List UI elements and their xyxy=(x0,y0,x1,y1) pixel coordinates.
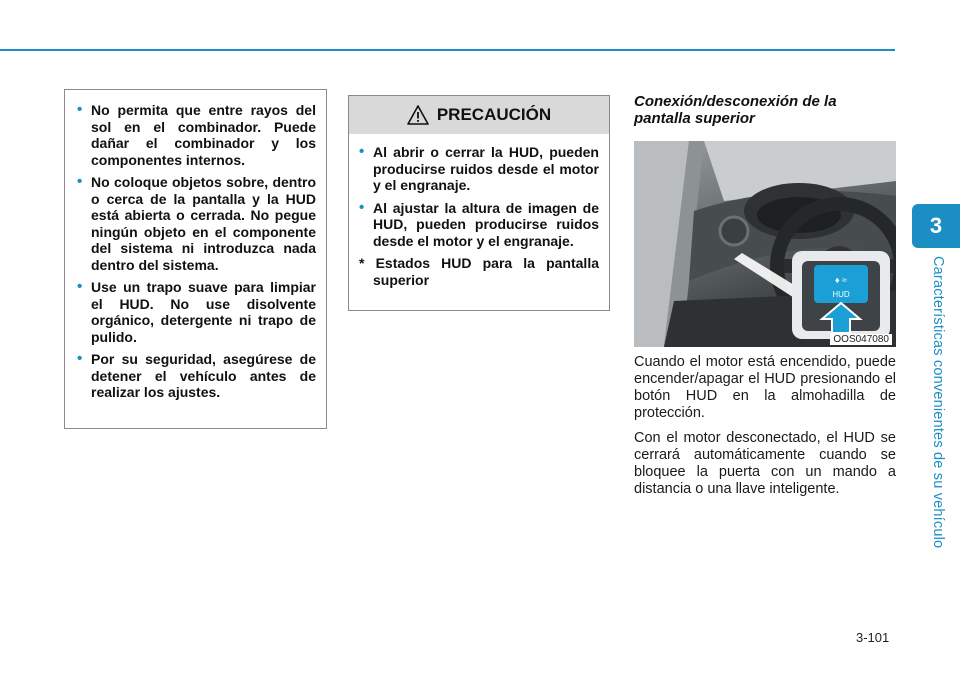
caution-box xyxy=(348,95,610,311)
chapter-title: Características convenientes de su vehículo xyxy=(930,256,946,549)
dashboard-illustration xyxy=(634,141,896,347)
list-item: • Use un trapo suave para limpiar el HUD. No use disolvente orgánico, detergente ni trapo de pulido. xyxy=(77,279,316,345)
notes-list xyxy=(77,102,316,401)
list-item: • Al ajustar la altura de imagen de HUD, pueden producirse ruidos desde el motor y el engranaje. xyxy=(359,200,599,250)
svg-text:♦ ≈: ♦ ≈ xyxy=(834,275,848,285)
section-body xyxy=(634,354,896,506)
chapter-tab: 3 xyxy=(912,204,960,248)
caution-note: * Estados HUD para la pantalla superior xyxy=(359,255,599,288)
dashboard-photo xyxy=(634,141,896,347)
top-rule xyxy=(0,49,895,51)
caution-header xyxy=(349,96,609,134)
paragraph: Con el motor desconectado, el HUD se cerrará automáticamente cuando se bloquee la puerta con un mando a distancia o una llave inteligente. xyxy=(634,430,896,497)
section-title: Conexión/desconexión de la pantalla superior xyxy=(634,93,837,127)
caution-list xyxy=(359,144,599,249)
warning-triangle-icon xyxy=(407,105,429,125)
photo-code: OOS047080 xyxy=(634,334,896,345)
caution-body xyxy=(349,134,609,296)
list-item: • No permita que entre rayos del sol en el combinador. Puede dañar el combinador y los componentes internos. xyxy=(77,102,316,168)
caution-heading: PRECAUCIÓN xyxy=(436,105,552,124)
notes-box xyxy=(64,89,327,429)
list-item: • No coloque objetos sobre, dentro o cerca de la pantalla y la HUD está abierta o cerrada. No pegue ningún objeto en el componente del sistema ni introduzca nada dentro del sistema. xyxy=(77,174,316,273)
hud-button-label: HUD xyxy=(832,290,850,299)
list-item: • Al abrir o cerrar la HUD, pueden producirse ruidos desde el motor y el engranaje. xyxy=(359,144,599,194)
page-number: 3-101 xyxy=(856,630,890,645)
paragraph: Cuando el motor está encendido, puede encender/apagar el HUD presionando el botón HUD en la almohadilla de protección. xyxy=(634,354,896,421)
list-item: • Por su seguridad, asegúrese de detener el vehículo antes de realizar los ajustes. xyxy=(77,351,316,401)
